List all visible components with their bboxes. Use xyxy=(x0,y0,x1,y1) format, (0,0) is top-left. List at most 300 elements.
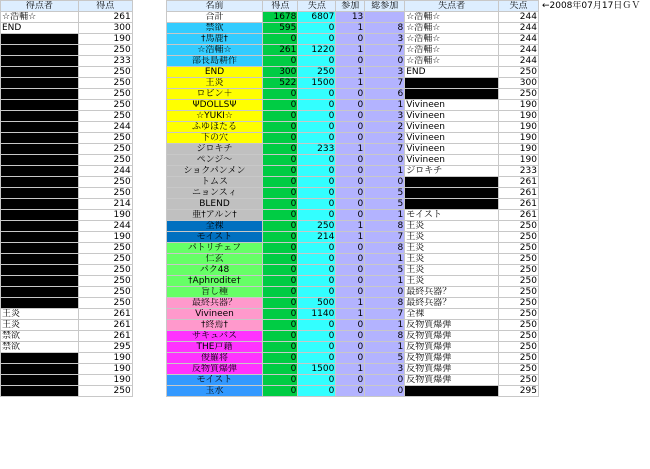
total-join-cell: 7 xyxy=(365,144,405,155)
score-cell: 233 xyxy=(78,56,132,67)
loser-cell: 最終兵器？ xyxy=(405,287,499,298)
score-cell: 250 xyxy=(78,243,132,254)
name-cell: †終焉† xyxy=(166,320,263,331)
total-join-cell: 0 xyxy=(365,375,405,386)
spacer-cell xyxy=(132,287,166,298)
note-cell xyxy=(538,353,649,364)
note-cell xyxy=(538,210,649,221)
note-cell xyxy=(538,232,649,243)
lost-cell: 295 xyxy=(499,386,539,397)
note-cell xyxy=(538,199,649,210)
table-row xyxy=(1,265,650,276)
lost-cell: 190 xyxy=(499,133,539,144)
total-join-cell: 7 xyxy=(365,45,405,56)
spacer-cell xyxy=(132,199,166,210)
note-cell xyxy=(538,67,649,78)
name-cell: 玉水 xyxy=(166,386,263,397)
scorer-cell: END xyxy=(1,23,79,34)
join-cell: 1 xyxy=(336,221,365,232)
header-score: 得点 xyxy=(78,1,132,12)
loser-cell: 反物質爆弾 xyxy=(405,331,499,342)
header-spacer xyxy=(132,1,166,12)
loser-cell: ☆浩輔☆ xyxy=(405,12,499,23)
loser-cell xyxy=(405,177,499,188)
table-row xyxy=(1,23,650,34)
team-lost-cell: 1500 xyxy=(298,78,336,89)
scorer-cell xyxy=(1,254,79,265)
scorer-cell: 王炎 xyxy=(1,320,79,331)
lost-cell: 190 xyxy=(499,155,539,166)
join-cell: 0 xyxy=(336,210,365,221)
team-score-cell: 0 xyxy=(263,133,298,144)
total-join-cell: 1 xyxy=(365,342,405,353)
score-cell: 261 xyxy=(78,12,132,23)
name-cell: ショクパンメン xyxy=(166,166,263,177)
loser-cell: 全裸 xyxy=(405,309,499,320)
lost-cell: 261 xyxy=(499,177,539,188)
team-score-cell: 0 xyxy=(263,309,298,320)
note-cell xyxy=(538,188,649,199)
name-cell: パトリチェフ xyxy=(166,243,263,254)
team-lost-cell: 1500 xyxy=(298,364,336,375)
spacer-cell xyxy=(132,133,166,144)
team-score-cell: 0 xyxy=(263,386,298,397)
scorer-cell xyxy=(1,166,79,177)
spacer-cell xyxy=(132,166,166,177)
loser-cell: 王炎 xyxy=(405,254,499,265)
join-cell: 13 xyxy=(336,12,365,23)
lost-cell: 250 xyxy=(499,331,539,342)
header-total-join: 総参加 xyxy=(365,1,405,12)
total-join-cell: 5 xyxy=(365,188,405,199)
table-row xyxy=(1,364,650,375)
name-cell: ☆YUKI☆ xyxy=(166,111,263,122)
name-cell: ジロキチ xyxy=(166,144,263,155)
name-cell: ニョンスィ xyxy=(166,188,263,199)
name-cell: 王炎 xyxy=(166,78,263,89)
header-name: 名前 xyxy=(166,1,263,12)
total-join-cell: 3 xyxy=(365,34,405,45)
note-cell xyxy=(538,78,649,89)
spacer-cell xyxy=(132,210,166,221)
total-join-cell: 2 xyxy=(365,122,405,133)
scorer-cell xyxy=(1,144,79,155)
header-scorer: 得点者 xyxy=(1,1,79,12)
team-score-cell: 0 xyxy=(263,254,298,265)
scorer-cell: ☆浩輔☆ xyxy=(1,12,79,23)
note-cell xyxy=(538,221,649,232)
table-row xyxy=(1,243,650,254)
total-join-cell: 1 xyxy=(365,276,405,287)
note-cell xyxy=(538,177,649,188)
team-lost-cell: 0 xyxy=(298,166,336,177)
team-score-cell: 0 xyxy=(263,276,298,287)
note-cell xyxy=(538,144,649,155)
loser-cell: 王炎 xyxy=(405,276,499,287)
lost-cell: 190 xyxy=(499,122,539,133)
team-lost-cell: 0 xyxy=(298,210,336,221)
team-score-cell: 0 xyxy=(263,287,298,298)
join-cell: 0 xyxy=(336,386,365,397)
name-cell: モイスト xyxy=(166,232,263,243)
team-score-cell: 0 xyxy=(263,122,298,133)
team-lost-cell: 0 xyxy=(298,23,336,34)
loser-cell: ☆浩輔☆ xyxy=(405,56,499,67)
team-score-cell: 0 xyxy=(263,155,298,166)
join-cell: 1 xyxy=(336,144,365,155)
name-cell: ロビン＋ xyxy=(166,89,263,100)
team-score-cell: 0 xyxy=(263,177,298,188)
loser-cell: ☆浩輔☆ xyxy=(405,45,499,56)
table-row xyxy=(1,210,650,221)
note-cell xyxy=(538,166,649,177)
lost-cell: 250 xyxy=(499,67,539,78)
join-cell: 1 xyxy=(336,67,365,78)
total-join-cell: 5 xyxy=(365,265,405,276)
team-lost-cell: 0 xyxy=(298,122,336,133)
scorer-cell xyxy=(1,45,79,56)
score-cell: 261 xyxy=(78,331,132,342)
score-cell: 261 xyxy=(78,309,132,320)
spacer-cell xyxy=(132,342,166,353)
note-cell xyxy=(538,331,649,342)
name-cell: サキュバス xyxy=(166,331,263,342)
team-lost-cell: 0 xyxy=(298,111,336,122)
join-cell: 1 xyxy=(336,23,365,34)
total-join-cell: 8 xyxy=(365,243,405,254)
score-cell: 250 xyxy=(78,45,132,56)
score-cell: 244 xyxy=(78,122,132,133)
name-cell: パク48 xyxy=(166,265,263,276)
table-row xyxy=(1,320,650,331)
scorer-cell xyxy=(1,89,79,100)
score-cell: 190 xyxy=(78,353,132,364)
spacer-cell xyxy=(132,67,166,78)
score-cell: 190 xyxy=(78,364,132,375)
total-join-cell: 0 xyxy=(365,287,405,298)
table-row xyxy=(1,89,650,100)
score-cell: 250 xyxy=(78,100,132,111)
join-cell: 0 xyxy=(336,265,365,276)
spacer-cell xyxy=(132,276,166,287)
loser-cell: 反物質爆弾 xyxy=(405,353,499,364)
loser-cell xyxy=(405,199,499,210)
lost-cell: 244 xyxy=(499,56,539,67)
spacer-cell xyxy=(132,188,166,199)
total-join-cell: 2 xyxy=(365,133,405,144)
team-lost-cell: 0 xyxy=(298,100,336,111)
join-cell: 0 xyxy=(336,199,365,210)
join-cell: 0 xyxy=(336,166,365,177)
total-join-cell: 3 xyxy=(365,364,405,375)
total-join-cell: 0 xyxy=(365,177,405,188)
lost-cell: 250 xyxy=(499,232,539,243)
team-score-cell: 300 xyxy=(263,67,298,78)
name-cell: †馬鹿† xyxy=(166,34,263,45)
loser-cell: 王炎 xyxy=(405,221,499,232)
lost-cell: 250 xyxy=(499,309,539,320)
scorer-cell xyxy=(1,386,79,397)
join-cell: 0 xyxy=(336,353,365,364)
loser-cell: Vivineen xyxy=(405,100,499,111)
score-cell: 250 xyxy=(78,144,132,155)
spacer-cell xyxy=(132,386,166,397)
team-score-cell: 0 xyxy=(263,199,298,210)
lost-cell: 250 xyxy=(499,353,539,364)
spacer-cell xyxy=(132,122,166,133)
scorer-cell xyxy=(1,364,79,375)
note-cell xyxy=(538,243,649,254)
note-cell xyxy=(538,100,649,111)
team-score-cell: 0 xyxy=(263,364,298,375)
loser-cell: ☆浩輔☆ xyxy=(405,23,499,34)
join-cell: 1 xyxy=(336,45,365,56)
header-loser: 失点者 xyxy=(405,1,499,12)
join-cell: 0 xyxy=(336,56,365,67)
spacer-cell xyxy=(132,243,166,254)
team-lost-cell: 0 xyxy=(298,199,336,210)
score-cell: 250 xyxy=(78,298,132,309)
team-lost-cell: 500 xyxy=(298,298,336,309)
team-lost-cell: 0 xyxy=(298,254,336,265)
score-cell: 190 xyxy=(78,34,132,45)
spacer-cell xyxy=(132,309,166,320)
join-cell: 1 xyxy=(336,298,365,309)
score-cell: 250 xyxy=(78,67,132,78)
team-score-cell: 0 xyxy=(263,298,298,309)
join-cell: 0 xyxy=(336,133,365,144)
score-cell: 250 xyxy=(78,78,132,89)
scorer-cell xyxy=(1,353,79,364)
note-cell xyxy=(538,12,649,23)
name-cell: 部長島耕作 xyxy=(166,56,263,67)
note-cell xyxy=(538,287,649,298)
note-cell xyxy=(538,375,649,386)
team-lost-cell: 0 xyxy=(298,177,336,188)
note-cell xyxy=(538,364,649,375)
table-row xyxy=(1,12,650,23)
note-cell xyxy=(538,386,649,397)
scorer-cell: 王炎 xyxy=(1,309,79,320)
table-row xyxy=(1,375,650,386)
table-row xyxy=(1,221,650,232)
note-cell xyxy=(538,23,649,34)
team-lost-cell: 0 xyxy=(298,287,336,298)
table-row xyxy=(1,133,650,144)
join-cell: 0 xyxy=(336,375,365,386)
lost-cell: 244 xyxy=(499,45,539,56)
header-team-lost: 失点 xyxy=(298,1,336,12)
table-row xyxy=(1,144,650,155)
table-row xyxy=(1,67,650,78)
score-cell: 250 xyxy=(78,254,132,265)
total-join-cell: 3 xyxy=(365,67,405,78)
team-score-cell: 0 xyxy=(263,89,298,100)
team-score-cell: 0 xyxy=(263,188,298,199)
lost-cell: 250 xyxy=(499,221,539,232)
lost-cell: 261 xyxy=(499,199,539,210)
spacer-cell xyxy=(132,221,166,232)
team-lost-cell: 0 xyxy=(298,276,336,287)
loser-cell: 反物質爆弾 xyxy=(405,320,499,331)
note-cell xyxy=(538,265,649,276)
name-cell: モイスト xyxy=(166,375,263,386)
team-lost-cell: 0 xyxy=(298,155,336,166)
loser-cell: Vivineen xyxy=(405,133,499,144)
scorer-cell xyxy=(1,232,79,243)
team-lost-cell: 6807 xyxy=(298,12,336,23)
team-lost-cell: 0 xyxy=(298,34,336,45)
lost-cell: 250 xyxy=(499,298,539,309)
team-score-cell: 0 xyxy=(263,111,298,122)
scorer-cell xyxy=(1,221,79,232)
note-cell xyxy=(538,111,649,122)
scorer-cell xyxy=(1,287,79,298)
team-score-cell: 595 xyxy=(263,23,298,34)
note-cell xyxy=(538,155,649,166)
scorer-cell xyxy=(1,34,79,45)
name-cell: BLEND xyxy=(166,199,263,210)
score-cell: 250 xyxy=(78,265,132,276)
join-cell: 0 xyxy=(336,287,365,298)
scorer-cell xyxy=(1,375,79,386)
total-join-cell: 0 xyxy=(365,386,405,397)
header-date-note: ←2008年07月17日ＧＶ xyxy=(541,1,641,11)
loser-cell: 反物質爆弾 xyxy=(405,375,499,386)
scorer-cell xyxy=(1,298,79,309)
scorer-cell xyxy=(1,111,79,122)
spacer-cell xyxy=(132,78,166,89)
total-join-cell: 8 xyxy=(365,221,405,232)
table-row xyxy=(1,188,650,199)
header-join: 参加 xyxy=(336,1,365,12)
table-row xyxy=(1,100,650,111)
scorer-cell xyxy=(1,67,79,78)
header-row xyxy=(1,1,650,12)
score-cell: 190 xyxy=(78,375,132,386)
table-row xyxy=(1,331,650,342)
loser-cell: Vivineen xyxy=(405,111,499,122)
total-join-cell: 8 xyxy=(365,23,405,34)
team-score-cell: 0 xyxy=(263,342,298,353)
loser-cell xyxy=(405,188,499,199)
lost-cell: 250 xyxy=(499,375,539,386)
note-cell xyxy=(538,122,649,133)
loser-cell: 王炎 xyxy=(405,243,499,254)
team-score-cell: 0 xyxy=(263,221,298,232)
team-lost-cell: 250 xyxy=(298,67,336,78)
team-lost-cell: 0 xyxy=(298,331,336,342)
name-cell: 下の穴 xyxy=(166,133,263,144)
table-row xyxy=(1,45,650,56)
team-score-cell: 261 xyxy=(263,45,298,56)
score-cell: 261 xyxy=(78,320,132,331)
total-join-cell: 7 xyxy=(365,309,405,320)
scorer-cell xyxy=(1,122,79,133)
join-cell: 0 xyxy=(336,100,365,111)
team-score-cell: 0 xyxy=(263,375,298,386)
table-row xyxy=(1,177,650,188)
score-cell: 250 xyxy=(78,276,132,287)
team-score-cell: 0 xyxy=(263,331,298,342)
lost-cell: 250 xyxy=(499,254,539,265)
scorer-cell xyxy=(1,188,79,199)
spacer-cell xyxy=(132,34,166,45)
lost-cell: 250 xyxy=(499,89,539,100)
total-join-cell: 8 xyxy=(365,331,405,342)
loser-cell: 王炎 xyxy=(405,232,499,243)
total-join-cell: 8 xyxy=(365,298,405,309)
score-cell: 250 xyxy=(78,133,132,144)
total-join-cell: 3 xyxy=(365,111,405,122)
total-join-cell: 1 xyxy=(365,320,405,331)
table-row xyxy=(1,155,650,166)
lost-cell: 190 xyxy=(499,111,539,122)
spacer-cell xyxy=(132,331,166,342)
team-lost-cell: 0 xyxy=(298,133,336,144)
note-cell xyxy=(538,342,649,353)
team-score-cell: 0 xyxy=(263,56,298,67)
table-row xyxy=(1,122,650,133)
team-score-cell: 0 xyxy=(263,166,298,177)
total-join-cell: 0 xyxy=(365,56,405,67)
team-score-cell: 522 xyxy=(263,78,298,89)
scorer-cell xyxy=(1,133,79,144)
note-cell xyxy=(538,254,649,265)
name-cell: 禁欲 xyxy=(166,23,263,34)
loser-cell: END xyxy=(405,67,499,78)
team-score-cell: 0 xyxy=(263,265,298,276)
score-cell: 300 xyxy=(78,23,132,34)
join-cell: 0 xyxy=(336,254,365,265)
team-score-cell: 0 xyxy=(263,34,298,45)
note-cell xyxy=(538,298,649,309)
team-lost-cell: 0 xyxy=(298,342,336,353)
table-row xyxy=(1,353,650,364)
total-join-cell: 0 xyxy=(365,155,405,166)
team-lost-cell: 0 xyxy=(298,265,336,276)
note-cell xyxy=(538,133,649,144)
lost-cell: 190 xyxy=(499,144,539,155)
name-cell: 反物質爆弾 xyxy=(166,364,263,375)
name-cell: ペンジ～ xyxy=(166,155,263,166)
name-cell: Vivineen xyxy=(166,309,263,320)
table-row xyxy=(1,199,650,210)
loser-cell: 最終兵器？ xyxy=(405,298,499,309)
scorer-cell xyxy=(1,56,79,67)
spacer-cell xyxy=(132,375,166,386)
note-cell xyxy=(538,56,649,67)
lost-cell: 300 xyxy=(499,78,539,89)
loser-cell: モイスト xyxy=(405,210,499,221)
join-cell: 0 xyxy=(336,34,365,45)
loser-cell xyxy=(405,89,499,100)
table-row xyxy=(1,298,650,309)
name-cell: 全裸 xyxy=(166,221,263,232)
score-cell: 190 xyxy=(78,232,132,243)
note-cell xyxy=(538,320,649,331)
total-join-cell: 1 xyxy=(365,210,405,221)
loser-cell: 王炎 xyxy=(405,265,499,276)
spacer-cell xyxy=(132,56,166,67)
team-score-cell: 0 xyxy=(263,353,298,364)
scorer-cell xyxy=(1,199,79,210)
lost-cell: 250 xyxy=(499,276,539,287)
join-cell: 0 xyxy=(336,331,365,342)
total-join-cell: 5 xyxy=(365,199,405,210)
join-cell: 1 xyxy=(336,232,365,243)
name-cell: 最終兵器？ xyxy=(166,298,263,309)
